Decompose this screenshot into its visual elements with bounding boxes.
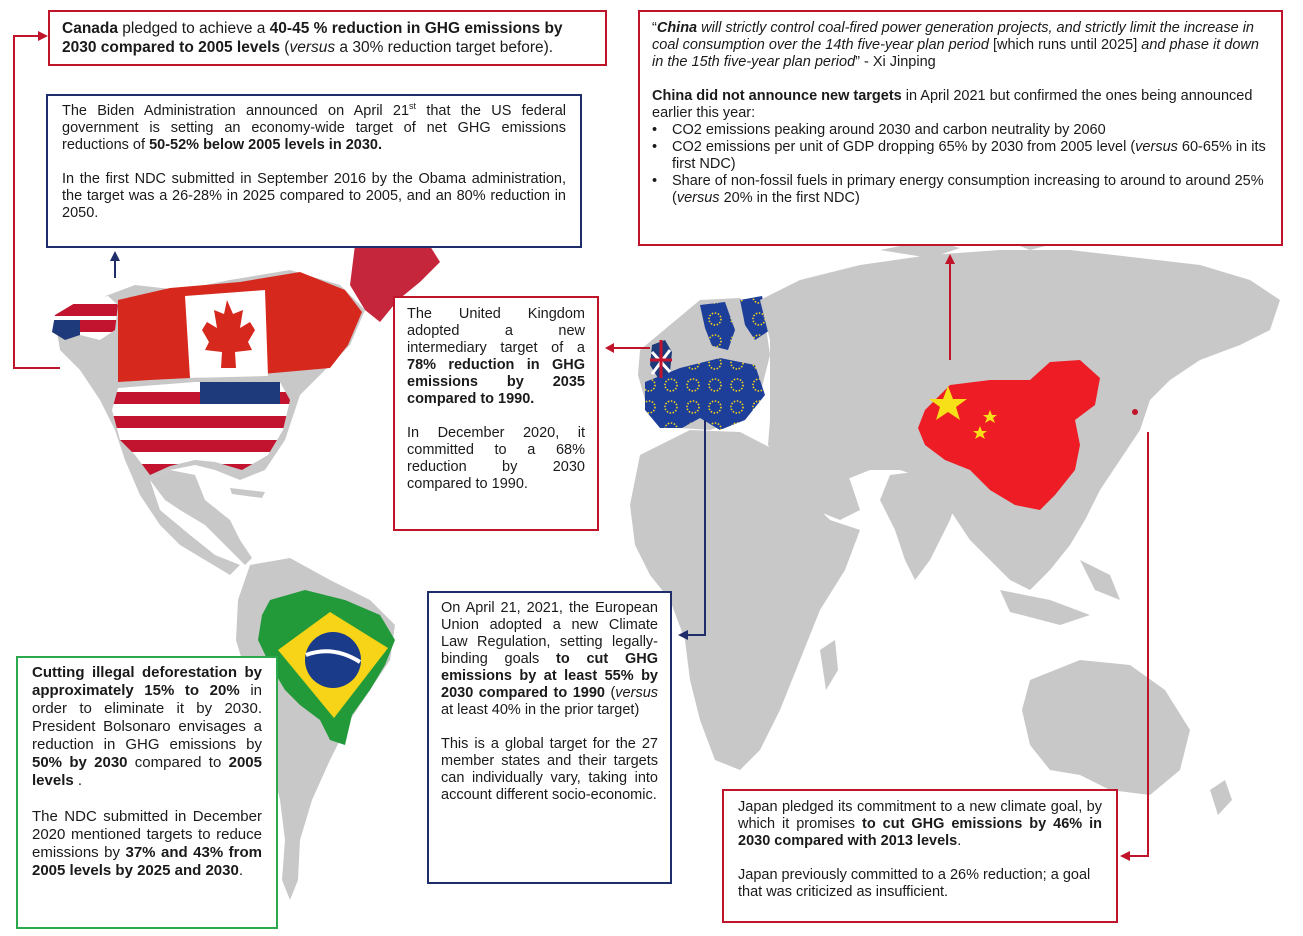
eu-text-2: ( — [604, 685, 616, 701]
eu-paragraph-1 — [441, 600, 658, 719]
uk-paragraph-2: In December 2020, it committed to a 68% reduction by 2030 compared to 1990. — [407, 425, 585, 492]
brazil-text-4: The NDC submitted in December 2020 mentioned targets to reduce emissions by — [32, 808, 262, 861]
brazil-2030-target: 50% by 2030 — [32, 754, 128, 771]
japan-paragraph-2: Japan previously committed to a 26% reduction; a goal that was criticized as insufficient. — [738, 867, 1091, 900]
eu-text-3: at least 40% in the prior target) — [441, 702, 640, 718]
eu-callout — [427, 591, 672, 884]
japan-text-2: . — [957, 833, 962, 849]
japan-arrowhead — [1120, 851, 1130, 861]
us-arrowhead — [110, 251, 120, 261]
us-paragraph-2: In the first NDC submitted in September 2016 by the Obama administration, the target was a 26-28% in 2025 compared to 2005, and an 80% reduction in 2050. — [62, 171, 566, 221]
china-quote-subject: China — [656, 20, 698, 36]
japan-paragraph-1 — [738, 799, 1102, 850]
china-bullet-3-versus: versus — [676, 190, 720, 206]
uk-target: 78% reduction in GHG emissions by 2035 compared to 1990. — [407, 357, 585, 407]
china-callout — [638, 10, 1283, 246]
eu-target: to cut GHG emissions by at least 55% by 2030 compared to 1990 — [441, 651, 658, 701]
eu-paragraph-2: This is a global target for the 27 member states and their targets can individually vary, taking into account different socio-economic. — [441, 736, 658, 803]
brazil-deforestation-target: Cutting illegal deforestation by approximately 15% to 20% — [32, 664, 262, 699]
china-bullet-1 — [672, 122, 1269, 139]
china-target-list — [652, 122, 1269, 207]
china-bullet-3 — [672, 173, 1269, 207]
uk-text-1: The United Kingdom adopted a new intermediary target of a — [407, 306, 585, 356]
brazil-text-3: . — [73, 772, 83, 789]
china-no-new-targets: China did not announce new targets — [652, 88, 902, 104]
us-superscript: st — [409, 101, 417, 112]
japan-target: to cut GHG emissions by 46% in 2030 compared with 2013 levels — [738, 816, 1102, 849]
canada-callout — [48, 10, 607, 66]
china-paragraph-2 — [652, 88, 1269, 122]
canada-versus: versus — [289, 39, 336, 56]
china-bullet-3-text-b: 20% in the first NDC) — [719, 190, 860, 206]
canada-text — [62, 19, 593, 57]
brazil-ndc-target: 37% and 43% from 2005 levels by 2025 and 2030 — [32, 844, 262, 879]
brazil-text-5: . — [238, 862, 243, 879]
china-quote-bracket: [which runs until 2025] — [988, 37, 1142, 53]
china-bullet-1-text: CO2 emissions peaking around 2030 and carbon neutrality by 2060 — [672, 122, 1106, 138]
china-quote-attribution: ” - Xi Jinping — [855, 54, 936, 70]
us-text-2: that the US federal government is setting an economy-wide target of net GHG emissions reductions of — [62, 103, 566, 153]
china-paragraph-2-rest: in April 2021 but confirmed the ones being announced earlier this year: — [652, 88, 1253, 121]
china-bullet-2-versus: versus — [1135, 139, 1178, 155]
india-shape — [880, 470, 960, 580]
eu-text-1: On April 21, 2021, the European Union adopted a new Climate Law Regulation, setting legally-binding goals — [441, 600, 658, 667]
australia-shape — [1022, 660, 1190, 795]
canada-text-1: pledged to achieve a — [118, 20, 270, 37]
uk-arrowhead — [605, 343, 614, 353]
china-quote-open: “ — [652, 20, 657, 36]
japan-callout — [722, 789, 1118, 923]
brazil-callout — [16, 656, 278, 929]
us-paragraph-1 — [62, 103, 566, 154]
canada-country-label: Canada — [62, 20, 118, 37]
china-quote — [652, 20, 1269, 71]
eu-versus: versus — [615, 685, 659, 701]
canada-target: 40-45 % reduction in GHG emissions by 2030 compared to 2005 levels — [62, 20, 563, 56]
alaska-flag-shape — [52, 296, 118, 340]
canada-text-2: ( — [280, 39, 290, 56]
canada-arrowhead — [38, 31, 48, 41]
china-quote-text-2: and phase it down in the 15th five-year plan period — [652, 37, 1259, 70]
uk-callout — [393, 296, 599, 531]
us-target: 50-52% below 2005 levels in 2030. — [149, 137, 383, 153]
us-text-1: The Biden Administration announced on April 21 — [62, 103, 410, 119]
japan-text-1: Japan pledged its commitment to a new climate goal, by which it promises — [738, 799, 1102, 832]
brazil-text-1: in order to eliminate it by 2030. President Bolsonaro envisages a reduction in GHG emissions by — [32, 682, 262, 753]
us-callout — [46, 94, 582, 248]
china-quote-text-1: will strictly control coal-fired power generation projects, and strictly limit the increase in coal consumption over the 14th five-year plan period — [652, 20, 1254, 53]
china-bullet-2-text-b: 60-65% in its first NDC) — [672, 139, 1266, 172]
uk-paragraph-1 — [407, 306, 585, 408]
china-bullet-2 — [672, 139, 1269, 173]
china-bullet-3-text-a: Share of non-fossil fuels in primary energy consumption increasing to around to around 25% ( — [672, 173, 1264, 206]
brazil-baseline: 2005 levels — [32, 754, 262, 789]
china-bullet-2-text-a: CO2 emissions per unit of GDP dropping 65% by 2030 from 2005 level ( — [672, 139, 1136, 155]
brazil-paragraph-2 — [32, 808, 262, 880]
brazil-paragraph-1 — [32, 664, 262, 790]
brazil-text-2: compared to — [127, 754, 229, 771]
canada-text-3: a 30% reduction target before). — [335, 39, 554, 56]
